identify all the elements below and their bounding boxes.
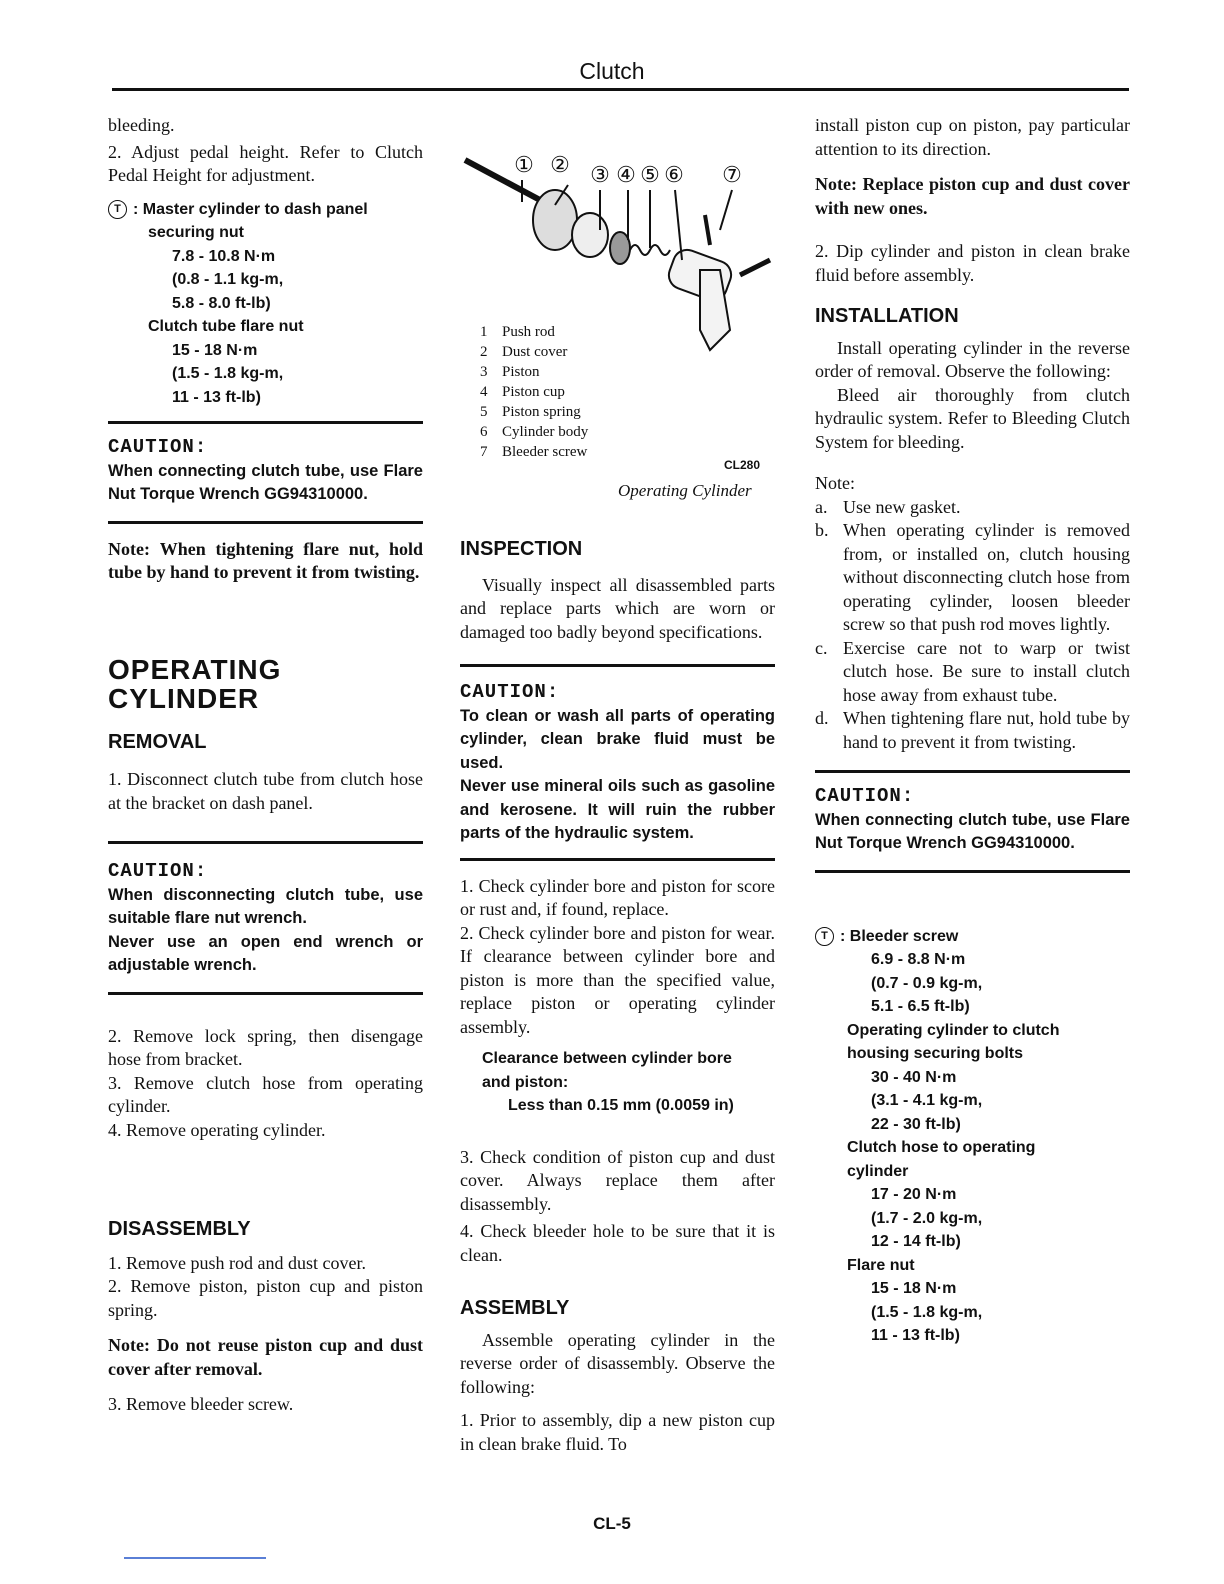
decorative-line [124,1557,266,1559]
section-title: OPERATING [108,653,282,685]
paragraph: Visually inspect all disassembled parts and replace parts which are worn or damaged too badly beyond specifications. [460,574,775,642]
torque-icon: T [815,927,834,946]
divider [815,870,1130,873]
legend-item [480,382,588,402]
legend-item [480,322,588,342]
legend-label: Piston cup [502,384,565,400]
paragraph: 1. Remove push rod and dust cover. [108,1252,366,1273]
paragraph: Assemble operating cylinder in the reverse order of disassembly. Observe the following: [460,1329,775,1397]
spec-title: Clutch tube flare nut [148,318,304,335]
callout-3: ③ [590,162,610,187]
spec-value: 17 - 20 N·m [871,1186,957,1203]
spec-value: (1.5 - 1.8 kg-m, [172,365,284,382]
legend-label: Piston [502,364,540,380]
paragraph: 2. Remove lock spring, then disengage hose from bracket. [108,1025,423,1069]
note-label: Note: [815,174,857,194]
spec-value: (0.8 - 1.1 kg-m, [172,271,284,288]
paragraph: 2. Check cylinder bore and piston for wear. If clearance between cylinder bore and piston is more than the specified value, replace piston or operating cylinder assembly. [460,922,775,1037]
spec-title: Operating cylinder to clutch [847,1021,1060,1039]
callout-5: ⑤ [640,162,660,187]
torque-icon: T [108,200,127,219]
list-text: When tightening flare nut, hold tube by hand to prevent it from twisting. [843,708,1130,752]
parts-legend [480,322,588,462]
subsection-title-inspection: INSPECTION [460,538,583,560]
caution-text: When connecting clutch tube, use Flare Nut Torque Wrench GG94310000. [815,810,1130,852]
list-item [815,496,1130,520]
divider [108,992,423,995]
legend-label: Push rod [502,324,555,340]
caution-title: CAUTION: [108,436,208,458]
list-marker: a. [815,496,828,517]
paragraph: 2. Dip cylinder and piston in clean brake fluid before assembly. [815,241,1130,285]
list-text: Use new gasket. [843,496,961,517]
spec-value: (1.7 - 2.0 kg-m, [871,1209,983,1227]
paragraph: 2. Adjust pedal height. Refer to Clutch Pedal Height for adjustment. [108,141,423,185]
paragraph: install piston cup on piston, pay particular attention to its direction. [815,115,1130,159]
spec-value: (1.5 - 1.8 kg-m, [871,1303,983,1321]
note [108,538,423,585]
hose-fitting-shape [740,260,770,275]
legend-item [480,342,588,362]
column-right [815,114,1130,1348]
caution-text: When disconnecting clutch tube, use suitable flare nut wrench. [108,885,423,927]
legend-number: 3 [480,364,488,380]
spec-value: 11 - 13 ft-lb) [871,1327,960,1344]
figure-caption: Operating Cylinder [618,481,752,500]
legend-number: 7 [480,444,488,460]
spec-title: and piston: [482,1073,569,1091]
legend-item [480,402,588,422]
subsection-title-removal: REMOVAL [108,730,207,753]
list-marker: d. [815,708,829,728]
divider [108,841,423,844]
spec-value: Less than 0.15 mm (0.0059 in) [508,1097,734,1114]
spec-value: 5.1 - 6.5 ft-lb) [871,998,970,1015]
caution-title: CAUTION: [108,860,208,882]
list-marker: b. [815,520,829,540]
spec-title: cylinder [847,1162,909,1180]
section-title: CYLINDER [108,682,260,714]
legend-item [480,422,588,442]
legend-label: Dust cover [502,344,568,360]
spec-value: (0.7 - 0.9 kg-m, [871,974,983,992]
divider [108,521,423,524]
list-item [815,519,1130,637]
header-rule [112,88,1129,91]
piston-shape [572,213,608,257]
caution-title: CAUTION: [815,785,915,807]
note-label: Note: [815,473,855,493]
subsection-title-disassembly: DISASSEMBLY [108,1218,251,1240]
legend-item [480,362,588,382]
note-label: Note: [108,1335,150,1355]
figure-code: CL280 [724,458,761,472]
spec-value: 11 - 13 ft-lb) [172,388,261,406]
torque-spec-block [108,198,423,410]
note-text: When tightening flare nut, hold tube by hand to prevent it from twisting. [108,538,423,582]
spec-title-cont: securing nut [148,224,245,241]
legend-number: 4 [480,384,488,400]
paragraph: 3. Check condition of piston cup and dust cover. Always replace them after disassembly. [460,1146,775,1214]
legend-label: Cylinder body [502,424,589,440]
subsection-title-installation: INSTALLATION [815,305,959,327]
legend-label: Bleeder screw [502,444,588,460]
spec-title: Clearance between cylinder bore [482,1050,732,1067]
note-text: Replace piston cup and dust cover with new ones. [815,174,1130,218]
paragraph: bleeding. [108,115,175,135]
spec-value: (3.1 - 4.1 kg-m, [871,1092,983,1109]
spec-title: Clutch hose to operating [847,1139,1036,1156]
paragraph: Bleed air thoroughly from clutch hydraulic system. Refer to Bleeding Clutch System for bleeding. [815,384,1130,452]
caution-text: Never use an open end wrench or adjustable wrench. [108,932,423,974]
torque-spec-block [815,925,1130,1348]
legend-item [480,442,588,462]
spec-value: 7.8 - 10.8 N·m [172,247,276,265]
spec-value: 22 - 30 ft-lb) [871,1115,961,1133]
divider [108,421,423,424]
spec-value: 6.9 - 8.8 N·m [871,951,966,968]
callout-6: ⑥ [664,162,684,187]
callout-1: ① [514,152,534,177]
spec-title: housing securing bolts [847,1045,1024,1062]
paragraph: 2. Remove piston, piston cup and piston spring. [108,1276,423,1320]
list-text: Exercise care not to warp or twist clutch hose. Be sure to install clutch hose away from exhaust tube. [843,637,1130,705]
note-text: Do not reuse piston cup and dust cover after removal. [108,1335,423,1379]
spec-value: 30 - 40 N·m [871,1068,957,1086]
paragraph: 1. Prior to assembly, dip a new piston cup in clean brake fluid. To [460,1410,775,1454]
page-number: CL-5 [593,1514,631,1533]
legend-label: Piston spring [502,404,581,420]
dust-cover-shape [533,190,577,250]
note-label: Note: [108,538,150,559]
paragraph: 1. Disconnect clutch tube from clutch hose at the bracket on dash panel. [108,769,423,813]
caution-text: To clean or wash all parts of operating cylinder, clean brake fluid must be used. [460,706,775,772]
paragraph: 1. Check cylinder bore and piston for score or rust and, if found, replace. [460,875,775,919]
column-middle [460,538,775,1456]
note [108,1334,423,1381]
paragraph: Install operating cylinder in the reverse order of removal. Observe the following: [815,337,1130,381]
column-left [108,114,423,1417]
paragraph: 4. Check bleeder hole to be sure that it is clean. [460,1221,775,1265]
legend-number: 2 [480,344,488,360]
divider [460,858,775,861]
callout-2: ② [550,152,570,177]
note [815,173,1130,220]
caution-title: CAUTION: [460,681,560,703]
list-item [815,637,1130,708]
bleeder-screw-shape [705,215,710,245]
callout-4: ④ [616,162,636,187]
spec-title-text: : Master cylinder to dash panel [133,200,368,218]
spec-title [108,198,423,222]
list-text: When operating cylinder is removed from, or installed on, clutch housing without disconnecting clutch hose from operating cylinder, loosen bleeder screw so that push rod moves lightly. [843,520,1130,634]
spec-title: Flare nut [847,1256,915,1274]
spec-value: 15 - 18 N·m [172,341,258,359]
paragraph: 4. Remove operating cylinder. [108,1119,326,1140]
list-marker: c. [815,637,828,658]
spec-value: 12 - 14 ft-lb) [871,1233,961,1250]
caution-text: When connecting clutch tube, use Flare Nut Torque Wrench GG94310000. [108,461,423,503]
divider [460,664,775,667]
paragraph: 3. Remove bleeder screw. [108,1394,294,1414]
caution-text: Never use mineral oils such as gasoline and kerosene. It will ruin the rubber parts of the hydraulic system. [460,777,775,842]
divider [815,770,1130,773]
paragraph: 3. Remove clutch hose from operating cylinder. [108,1072,423,1116]
legend-number: 5 [480,404,488,420]
spec-value: 15 - 18 N·m [871,1280,957,1297]
spec-title-text: : Bleeder screw [840,927,959,945]
spec-title [815,925,1130,949]
legend-number: 6 [480,424,488,440]
spec-value: 5.8 - 8.0 ft-lb) [172,294,271,312]
subsection-title-assembly: ASSEMBLY [460,1297,570,1319]
callout-7: ⑦ [722,162,742,187]
list-item [815,707,1130,754]
page-header-title: Clutch [579,58,645,84]
legend-number: 1 [480,324,488,340]
